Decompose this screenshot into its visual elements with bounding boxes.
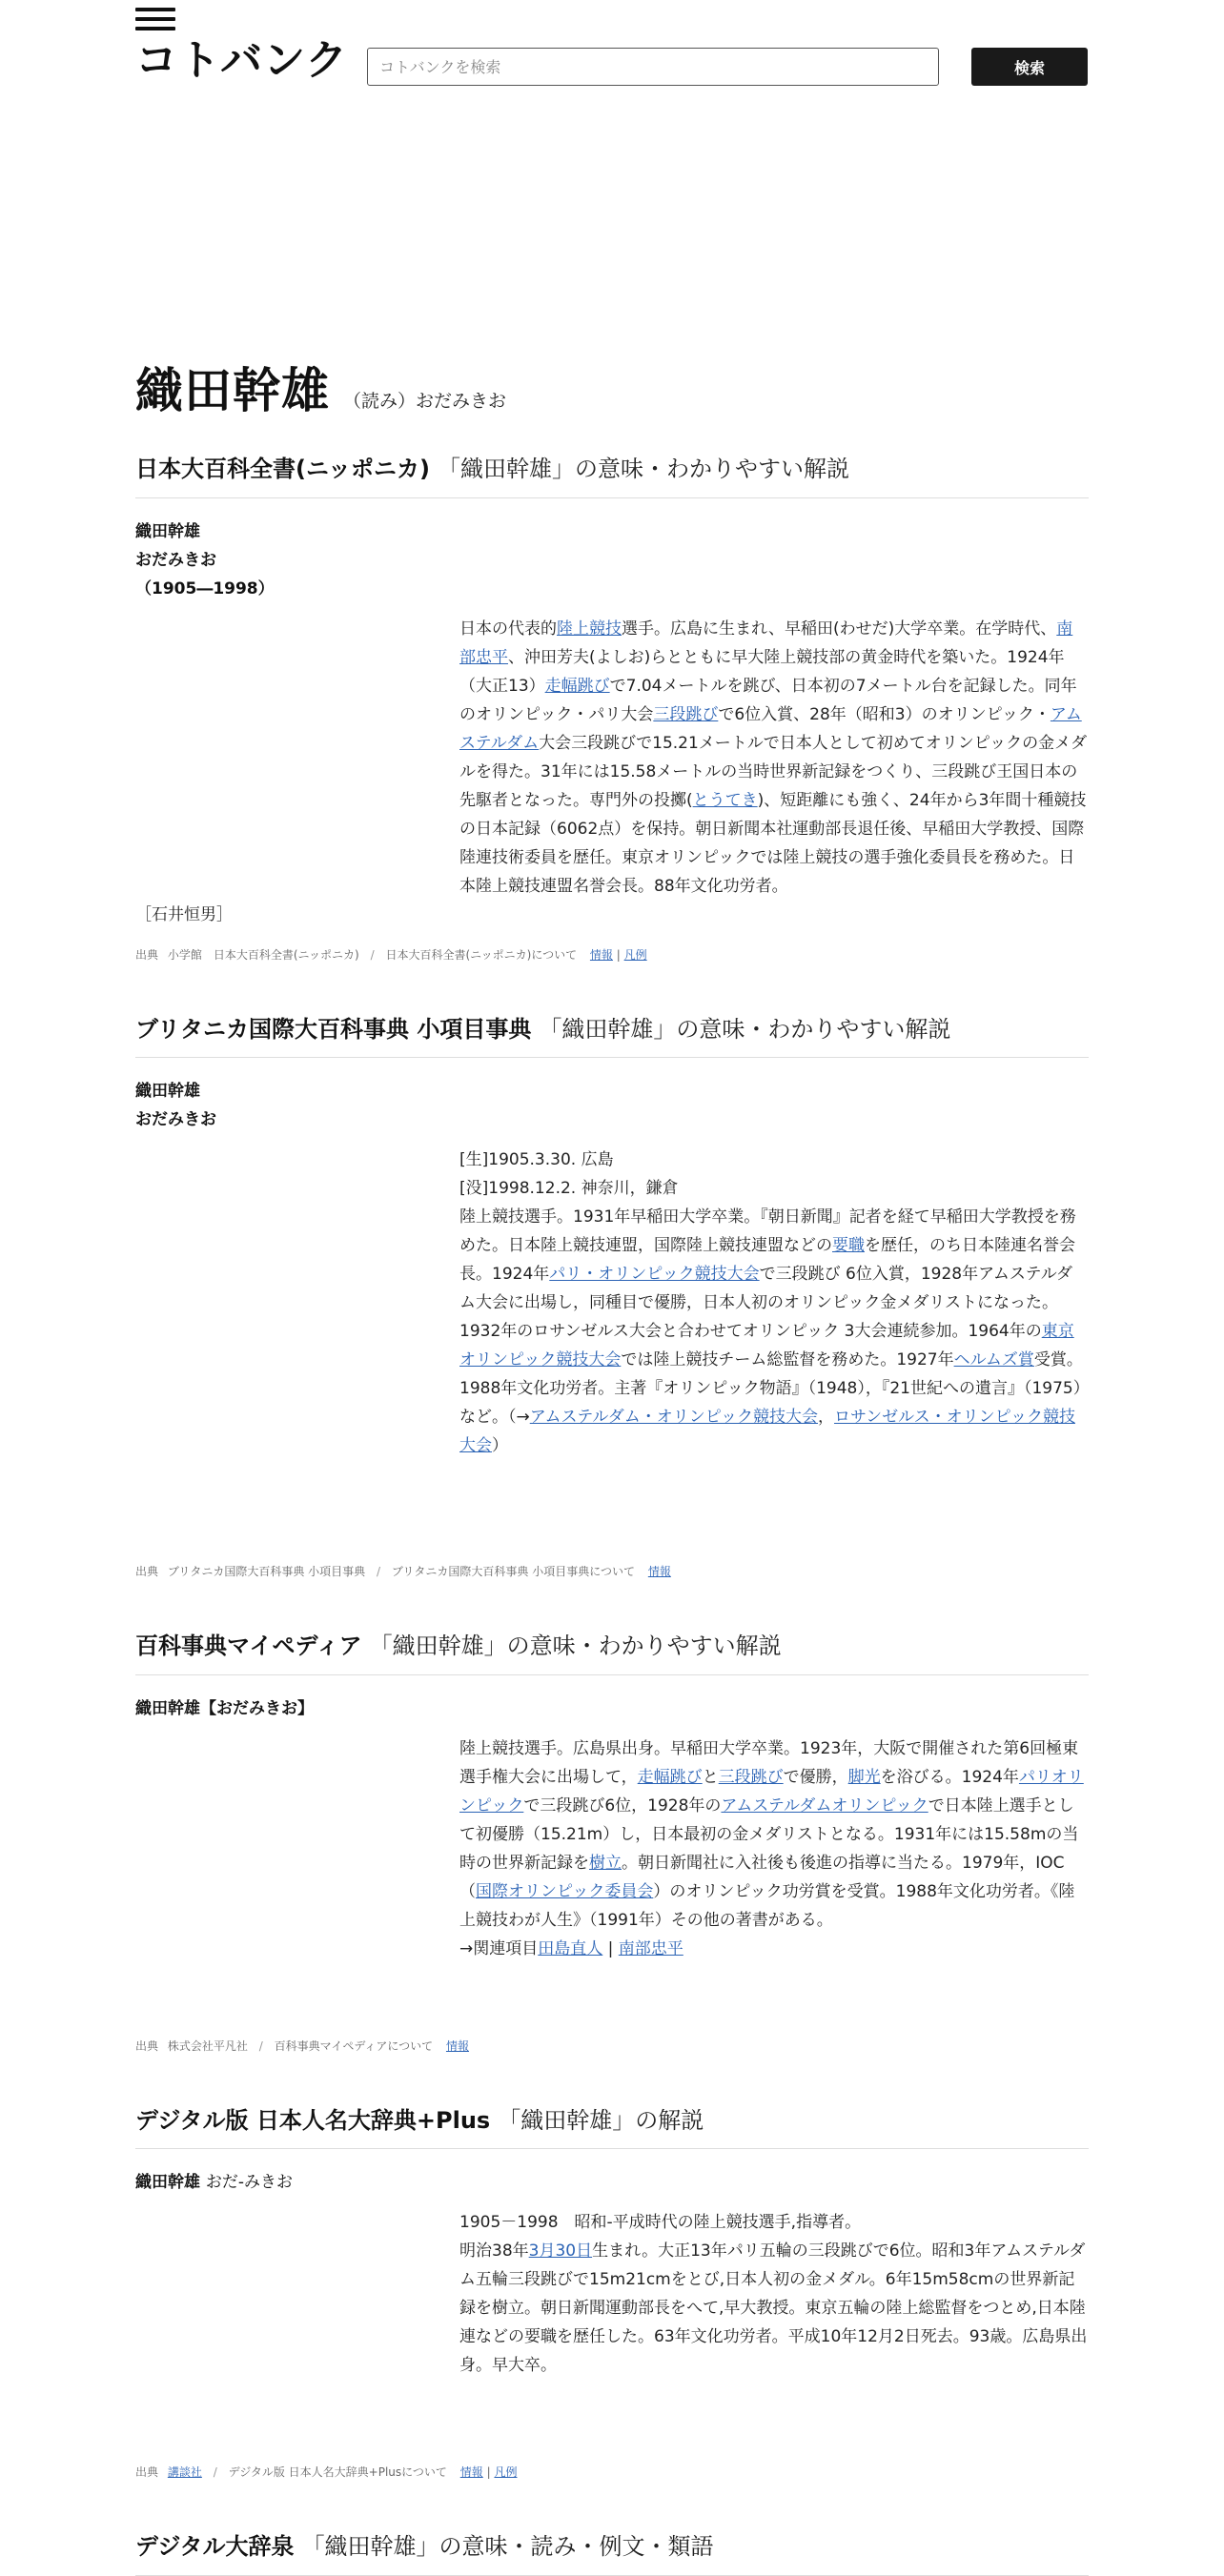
section-heading	[135, 2105, 1089, 2150]
info-link[interactable]: 情報	[459, 2465, 483, 2480]
headword: 織田幹雄	[135, 1082, 200, 1102]
info-link[interactable]: 情報	[445, 2038, 469, 2053]
link-nambu[interactable]: 南部忠平	[618, 1938, 683, 1958]
cite-separator: /	[370, 947, 375, 962]
body-text: 大会三段跳びで15.21メートルで日本人として初めてオリンピックの金メダルを得た。31年には15.58メートルの当時世界新記録をつくり、三段跳び王国日本の先駆者となった。専門外の投擲(	[459, 733, 1088, 810]
link-la-olympics[interactable]: ロサンゼルス・オリンピック競技大会	[459, 1408, 1075, 1456]
info-link[interactable]: 情報	[589, 947, 613, 962]
link-amsterdam-olympic[interactable]: アムステルダムオリンピック	[721, 1795, 928, 1815]
link-ioc[interactable]: 国際オリンピック委員会	[476, 1881, 654, 1901]
section-heading	[135, 1014, 1089, 1059]
dictionary-name: 日本大百科全書(ニッポニカ)	[135, 456, 430, 482]
link-rikujo[interactable]: 陸上競技	[557, 619, 622, 639]
body-text: 生まれ。大正13年パリ五輪の三段跳びで6位。昭和3年アムステルダム五輪三段跳びで15m21cmをとび,日本人初の金メダル。6年15m58cmの世界新記録を樹立。朝日新聞運動部長をへて,早大教授。東京五輪の陸上総監督をつとめ,日本陸連などの要職を歴任した。63年文化功労者。平成10年12月2日死去。93歳。広島県出身。早大卒。	[459, 2241, 1088, 2376]
section-daijisen	[135, 2531, 1089, 2576]
citation	[135, 2464, 1089, 2480]
citation	[135, 2038, 1089, 2054]
cite-label: 出典	[135, 947, 159, 962]
dictionary-name: デジタル版 日本人名大辞典+Plus	[135, 2106, 491, 2134]
entry-body	[135, 1734, 1089, 2020]
entry-body	[135, 615, 1089, 929]
search-button[interactable]: 検索	[971, 48, 1088, 86]
body-text: で三段跳び6位，1928年の	[523, 1795, 722, 1815]
body-text: で6位入賞、28年（昭和3）のオリンピック・	[718, 704, 1051, 724]
body-text: 、沖田芳夫(よしお)らとともに早大陸上競技部の黄金時代を築いた。1924年（大正13）	[459, 647, 1065, 696]
body-text: ）のオリンピック功労賞を受賞。1988年文化功労者。《陸上競技わが人生》（1991年）その他の著書がある。	[459, 1881, 1075, 1930]
cite-separator: /	[377, 1565, 381, 1579]
body-text: 陸上競技選手。1931年早稲田大学卒業。『朝日新聞』記者を経て早稲田大学教授を務めた。日本陸上競技連盟，国際陸上競技連盟などの	[459, 1207, 1076, 1256]
cite-label: 出典	[135, 2038, 159, 2053]
publisher-link[interactable]: 講談社	[167, 2465, 202, 2480]
heading-suffix: 「織田幹雄」の解説	[498, 2106, 704, 2134]
author: ［石井恒男］	[135, 904, 233, 924]
section-heading	[135, 1631, 1089, 1675]
born: [生]1905.3.30. 広島	[459, 1150, 614, 1170]
body-text: 日本の代表的	[459, 619, 557, 639]
cite-label: 出典	[135, 1565, 159, 1579]
link-touteki[interactable]: とうてき	[692, 790, 758, 810]
body-text: )、短距離にも強く、24年から3年間十種競技の日本記録（6062点）を保持。朝日新聞本社運動部長退任後、早稲田大学教授、国際陸連技術委員を歴任。東京オリンピックでは陸上競技の選手強化委員長を務めた。日本陸上競技連盟名誉会長。88年文化功労者。	[459, 790, 1087, 896]
title-row	[135, 353, 1089, 421]
search-bar	[367, 48, 1091, 86]
headword-reading: おだみきお	[135, 1110, 216, 1130]
link-helms-award[interactable]: ヘルムズ賞	[953, 1350, 1034, 1370]
entry-body	[135, 2208, 1089, 2446]
link-kyakko[interactable]: 脚光	[847, 1767, 881, 1787]
link-juritsu[interactable]: 樹立	[589, 1853, 622, 1873]
link-march-30[interactable]: 3月30日	[528, 2241, 593, 2262]
headword-reading: おだみきお	[135, 550, 216, 570]
cite-label: 出典	[135, 2465, 159, 2480]
section-mypedia	[135, 1631, 1089, 2054]
ad-placeholder	[135, 1734, 459, 2020]
body-text: ）	[492, 1436, 508, 1456]
info-link[interactable]: 情報	[647, 1565, 671, 1579]
link-nambu[interactable]: 南部忠平	[459, 619, 1073, 667]
body-text: と	[702, 1767, 719, 1787]
heading-suffix: 「織田幹雄」の意味・読み・例文・類語	[301, 2533, 714, 2561]
search-input[interactable]	[367, 48, 939, 86]
link-tajima[interactable]: 田島直人	[538, 1938, 603, 1958]
heading-suffix: 「織田幹雄」の意味・わかりやすい解説	[539, 1015, 951, 1043]
link-paris-olympics[interactable]: パリ・オリンピック競技大会	[549, 1265, 760, 1285]
link-paris-olympic[interactable]: パリオリンピック	[459, 1767, 1084, 1815]
heading-suffix: 「織田幹雄」の意味・わかりやすい解説	[369, 1633, 782, 1660]
cite-about: 百科事典マイペディアについて	[274, 2038, 434, 2053]
citation	[135, 1563, 1089, 1579]
died: [没]1998.12.2. 神奈川，鎌倉	[459, 1179, 679, 1199]
menu-icon[interactable]	[135, 8, 175, 30]
entry-body	[135, 1146, 1089, 1546]
link-sandantobi[interactable]: 三段跳び	[718, 1767, 784, 1787]
body-text: で日本陸上選手として初優勝（15.21m）し，日本最初の金メダリストとなる。1931年には15.58mの当時の世界新記録を	[459, 1795, 1079, 1873]
cite-source: 小学館 日本大百科全書(ニッポニカ)	[167, 947, 359, 962]
body-text: 選手。広島に生まれ、早稲田(わせだ)大学卒業。在学時代、	[622, 619, 1057, 639]
body-text: ，	[818, 1408, 835, 1428]
guide-link[interactable]: 凡例	[494, 2465, 518, 2480]
dictionary-name: 百科事典マイペディア	[135, 1633, 362, 1660]
section-britannica	[135, 1014, 1089, 1580]
related-label: →関連項目	[459, 1938, 539, 1958]
ad-placeholder	[135, 1146, 459, 1546]
body-text: 陸上競技選手。広島県出身。早稲田大学卒業。1923年，大阪で開催された第6回極東選手権大会に出場して，	[459, 1738, 1079, 1787]
body-text: 明治38年	[459, 2241, 529, 2262]
section-jinmei	[135, 2105, 1089, 2481]
header	[135, 0, 1089, 124]
link-habatobi[interactable]: 走幅跳び	[637, 1767, 703, 1787]
dictionary-name: デジタル大辞泉	[135, 2533, 295, 2561]
body-text: で7.04メートルを跳び、日本初の7メートル台を記録した。同年のオリンピック・パリ大会	[459, 676, 1077, 724]
cite-separator: /	[258, 2038, 263, 2053]
cite-separator: /	[213, 2465, 217, 2480]
cite-about: 日本大百科全書(ニッポニカ)について	[385, 947, 578, 962]
ad-placeholder	[135, 615, 459, 901]
cite-about: デジタル版 日本人名大辞典+Plusについて	[228, 2465, 447, 2480]
entry-headword	[135, 1077, 1089, 1134]
cite-about: ブリタニカ国際大百科事典 小項目事典について	[391, 1565, 635, 1579]
section-heading	[135, 454, 1089, 498]
headword-reading: おだ-みきお	[205, 2173, 294, 2193]
body-text: で三段跳び 6位入賞，1928年アムステルダム大会に出場し，同種目で優勝，日本人初のオリンピック金メダリストになった。1932年のロサンゼルス大会と合わせてオリンピック 3大会連続参加。1964年の	[459, 1265, 1073, 1342]
body-text: で優勝，	[783, 1767, 848, 1787]
ad-space	[135, 124, 1089, 353]
link-amsterdam[interactable]: アムステルダム	[459, 704, 1082, 753]
site-logo[interactable]: コトバンク	[135, 36, 349, 85]
page-title: 織田幹雄	[135, 363, 330, 418]
headword: 織田幹雄	[135, 521, 200, 541]
ad-placeholder	[135, 2208, 459, 2446]
heading-suffix: 「織田幹雄」の意味・わかりやすい解説	[437, 456, 849, 482]
link-yoshoku[interactable]: 要職	[832, 1236, 865, 1256]
citation	[135, 946, 1089, 963]
body-text: を歴任，のち日本陸連名誉会長。1924年	[459, 1236, 1075, 1285]
section-nipponica	[135, 454, 1089, 963]
body-text: 受賞。1988年文化功労者。主著『オリンピック物語』（1948），『21世紀への遺言』（1975）など。（→	[459, 1350, 1083, 1428]
guide-link[interactable]: 凡例	[623, 947, 647, 962]
link-amsterdam-olympics[interactable]: アムステルダム・オリンピック競技大会	[529, 1408, 819, 1428]
entry-headword	[135, 1694, 1089, 1723]
entry-headword	[135, 2168, 1089, 2197]
lifespan-line: 1905－1998 昭和-平成時代の陸上競技選手,指導者。	[459, 2213, 862, 2233]
cite-source: 株式会社平凡社	[167, 2038, 248, 2053]
cite-pipe: |	[616, 947, 621, 962]
link-habatobi[interactable]: 走幅跳び	[544, 676, 610, 696]
link-sandantobi[interactable]: 三段跳び	[653, 704, 719, 724]
headword: 織田幹雄	[135, 2173, 200, 2193]
body-text: を浴びる。1924年	[880, 1767, 1019, 1787]
headword: 織田幹雄【おだみきお】	[135, 1698, 314, 1718]
body-text: では陸上競技チーム総監督を務めた。1927年	[621, 1350, 954, 1370]
related-separator: |	[602, 1938, 619, 1958]
link-tokyo-olympics[interactable]: 東京オリンピック競技大会	[459, 1322, 1074, 1370]
headword-years: （1905―1998）	[135, 578, 275, 598]
page	[135, 0, 1089, 2576]
title-reading: （読み）おだみきお	[343, 391, 507, 412]
body-text: 。朝日新聞社に入社後も後進の指導に当たる。1979年，IOC（	[459, 1853, 1065, 1901]
section-heading	[135, 2531, 1089, 2576]
dictionary-name: ブリタニカ国際大百科事典 小項目事典	[135, 1015, 532, 1043]
cite-pipe: |	[486, 2465, 491, 2480]
cite-source: ブリタニカ国際大百科事典 小項目事典	[167, 1565, 366, 1579]
entry-headword	[135, 517, 1089, 603]
